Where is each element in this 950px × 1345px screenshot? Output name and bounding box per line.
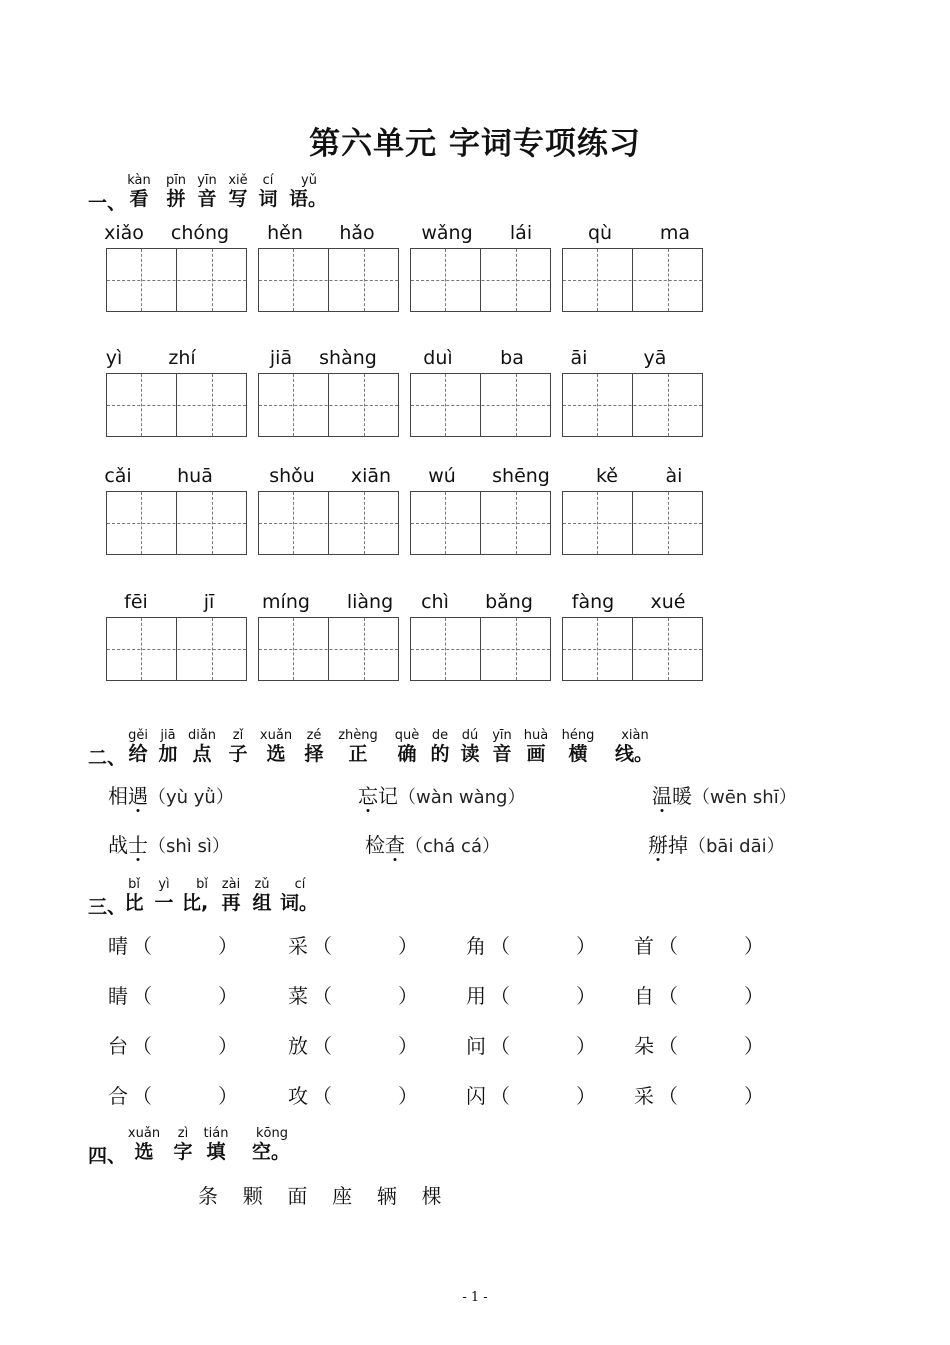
heading-hanzi: 择: [304, 743, 324, 765]
heading-pinyin: de: [431, 728, 449, 743]
answer-paren-close[interactable]: ）: [744, 984, 764, 1008]
heading-pinyin: huà: [523, 728, 549, 743]
grid-dash-h: [107, 649, 246, 650]
grid-dash-v: [516, 374, 517, 436]
heading-pinyin: héng: [561, 728, 595, 743]
tianzige-box[interactable]: [410, 491, 551, 555]
pinyin-label: jī: [203, 591, 215, 613]
heading-char: [605, 729, 665, 765]
answer-paren-close[interactable]: ）: [576, 934, 596, 958]
heading-pinyin: diǎn: [187, 728, 217, 743]
answer-paren-open[interactable]: （: [490, 934, 510, 958]
grid-dash-h: [259, 280, 398, 281]
heading-hanzi: 填: [206, 1141, 226, 1163]
grid-dash-h: [107, 280, 246, 281]
answer-paren-open[interactable]: （: [658, 1034, 678, 1058]
heading-pinyin: dú: [461, 728, 479, 743]
tianzige-box[interactable]: [562, 491, 703, 555]
heading-pinyin: xuǎn: [127, 1126, 161, 1141]
pinyin-label: fēi: [124, 591, 148, 613]
heading-hanzi: 线。: [615, 743, 654, 765]
pinyin-label: xiān: [350, 465, 392, 487]
pinyin-label: shǒu: [269, 465, 315, 487]
dotted-char: 掰: [648, 833, 668, 857]
pinyin-label: huā: [177, 465, 213, 487]
section-number: 四、: [88, 1145, 127, 1167]
heading-hanzi: 确: [397, 743, 417, 765]
pinyin-label: yì: [105, 347, 123, 369]
pinyin-label: duì: [423, 347, 453, 369]
dotted-char: 士: [128, 833, 148, 857]
grid-dash-h: [259, 649, 398, 650]
tianzige-box[interactable]: [106, 248, 247, 312]
reading-options[interactable]: （yù yǜ）: [148, 787, 234, 808]
grid-dash-v: [597, 374, 598, 436]
reading-options[interactable]: （shì sì）: [148, 836, 230, 857]
tianzige-box[interactable]: [562, 373, 703, 437]
reading-item: [108, 780, 234, 809]
word-char: 记: [378, 784, 398, 808]
answer-paren-open[interactable]: （: [132, 1034, 152, 1058]
heading-hanzi: 横: [568, 743, 588, 765]
grid-dash-v: [212, 618, 213, 680]
pinyin-label: xué: [650, 591, 686, 613]
grid-dash-v: [364, 249, 365, 311]
pinyin-label: shàng: [319, 347, 377, 369]
heading-pinyin: tián: [203, 1126, 229, 1141]
grid-dash-v: [293, 618, 294, 680]
compare-char: 采: [634, 1084, 654, 1108]
pinyin-label: hǎo: [339, 222, 375, 244]
answer-paren-open[interactable]: （: [312, 1084, 332, 1108]
compare-char: 菜: [288, 984, 308, 1008]
heading-char: [196, 1127, 236, 1163]
word-char: 掉: [668, 833, 688, 857]
grid-dash-h: [107, 523, 246, 524]
answer-paren-close[interactable]: ）: [398, 984, 418, 1008]
grid-dash-v: [668, 618, 669, 680]
answer-paren-open[interactable]: （: [132, 934, 152, 958]
dotted-char: 查: [385, 833, 405, 857]
tianzige-box[interactable]: [410, 248, 551, 312]
grid-dash-v: [293, 492, 294, 554]
heading-pinyin: yì: [158, 877, 170, 892]
heading-hanzi: 读: [460, 743, 480, 765]
dotted-char: 忘: [358, 784, 378, 808]
grid-dash-v: [445, 492, 446, 554]
compare-char: 放: [288, 1034, 308, 1058]
pinyin-label: shēng: [492, 465, 550, 487]
answer-paren-open[interactable]: （: [658, 934, 678, 958]
heading-hanzi: 空。: [252, 1141, 291, 1163]
pinyin-label: fàng: [571, 591, 615, 613]
grid-dash-v: [668, 374, 669, 436]
heading-pinyin: zì: [177, 1126, 189, 1141]
pinyin-label: wú: [428, 465, 456, 487]
tianzige-box[interactable]: [258, 248, 399, 312]
heading-hanzi: 子: [228, 743, 248, 765]
heading-pinyin: bǐ: [196, 877, 208, 892]
heading-pinyin: xuǎn: [259, 728, 293, 743]
reading-options[interactable]: （bāi dāi）: [688, 836, 785, 857]
grid-dash-v: [212, 249, 213, 311]
tianzige-box[interactable]: [258, 491, 399, 555]
heading-hanzi: 语。: [289, 188, 328, 210]
tianzige-box[interactable]: [562, 248, 703, 312]
grid-dash-v: [597, 618, 598, 680]
grid-dash-v: [597, 249, 598, 311]
grid-dash-v: [445, 249, 446, 311]
heading-hanzi: 组: [252, 892, 272, 914]
answer-paren-open[interactable]: （: [312, 984, 332, 1008]
word-char: 检: [365, 833, 385, 857]
pinyin-label: yā: [643, 347, 667, 369]
heading-hanzi: 看: [129, 188, 149, 210]
heading-char: [182, 729, 222, 765]
grid-dash-v: [364, 492, 365, 554]
heading-pinyin: zǐ: [232, 728, 244, 743]
compare-char: 晴: [108, 934, 128, 958]
heading-pinyin: xiě: [228, 173, 248, 188]
grid-dash-v: [668, 249, 669, 311]
heading-pinyin: yīn: [197, 173, 217, 188]
heading-hanzi: 一: [154, 892, 174, 914]
compare-char: 朵: [634, 1034, 654, 1058]
tianzige-box[interactable]: [410, 373, 551, 437]
reading-item: [648, 829, 785, 858]
heading-char: [119, 174, 159, 210]
reading-options[interactable]: （wēn shī）: [692, 787, 797, 808]
compare-char: 采: [288, 934, 308, 958]
heading-char: [256, 729, 296, 765]
tianzige-box[interactable]: [410, 617, 551, 681]
heading-char: [294, 729, 334, 765]
section-number: 三、: [88, 896, 127, 918]
pinyin-label: ba: [500, 347, 524, 369]
answer-paren-open[interactable]: （: [658, 984, 678, 1008]
grid-dash-v: [364, 374, 365, 436]
heading-char: [516, 729, 556, 765]
pinyin-label: jiā: [269, 347, 293, 369]
heading-char: [338, 729, 378, 765]
heading-hanzi: 词: [258, 188, 278, 210]
pinyin-label: chì: [421, 591, 449, 613]
heading-char: [218, 729, 258, 765]
compare-char: 自: [634, 984, 654, 1008]
compare-char: 闪: [466, 1084, 486, 1108]
heading-pinyin: bǐ: [128, 877, 140, 892]
pinyin-label: qù: [587, 222, 613, 244]
reading-options[interactable]: （chá cá）: [405, 836, 500, 857]
heading-pinyin: pīn: [165, 173, 187, 188]
grid-dash-v: [445, 618, 446, 680]
answer-paren-open[interactable]: （: [132, 984, 152, 1008]
section-number: 一、: [88, 192, 127, 214]
answer-paren-close[interactable]: ）: [398, 1034, 418, 1058]
compare-char: 首: [634, 934, 654, 958]
heading-pinyin: yǔ: [301, 173, 317, 188]
grid-dash-h: [411, 523, 550, 524]
grid-dash-h: [411, 649, 550, 650]
heading-pinyin: yīn: [492, 728, 512, 743]
heading-hanzi: 给: [128, 743, 148, 765]
heading-pinyin: jiā: [160, 728, 176, 743]
answer-paren-close[interactable]: ）: [576, 1084, 596, 1108]
heading-pinyin: gěi: [128, 728, 148, 743]
answer-paren-close[interactable]: ）: [576, 1034, 596, 1058]
answer-paren-close[interactable]: ）: [218, 934, 238, 958]
pinyin-label: liàng: [346, 591, 394, 613]
heading-pinyin: xiàn: [621, 728, 649, 743]
tianzige-box[interactable]: [106, 491, 247, 555]
answer-paren-open[interactable]: （: [490, 1084, 510, 1108]
answer-paren-open[interactable]: （: [490, 1034, 510, 1058]
heading-pinyin: kōng: [256, 1126, 288, 1141]
grid-dash-h: [563, 649, 702, 650]
heading-hanzi: 的: [430, 743, 450, 765]
heading-hanzi: 字: [173, 1141, 193, 1163]
heading-hanzi: 比,: [182, 892, 209, 914]
pinyin-label: zhí: [168, 347, 196, 369]
heading-hanzi: 选: [266, 743, 286, 765]
pinyin-label: wǎng: [421, 222, 473, 244]
heading-hanzi: 词。: [280, 892, 319, 914]
answer-paren-open[interactable]: （: [658, 1084, 678, 1108]
pinyin-label: cǎi: [104, 465, 132, 487]
answer-paren-close[interactable]: ）: [218, 1084, 238, 1108]
grid-dash-v: [516, 618, 517, 680]
grid-dash-v: [141, 249, 142, 311]
page-title: 第六单元 字词专项练习: [309, 126, 641, 162]
pinyin-label: kě: [595, 465, 618, 487]
answer-paren-open[interactable]: （: [132, 1084, 152, 1108]
grid-dash-v: [516, 492, 517, 554]
grid-dash-v: [212, 374, 213, 436]
pinyin-label: xiǎo: [104, 222, 144, 244]
pinyin-label: bǎng: [485, 591, 533, 613]
heading-char: [242, 1127, 302, 1163]
grid-dash-h: [259, 405, 398, 406]
grid-dash-v: [293, 374, 294, 436]
heading-pinyin: cí: [262, 173, 274, 188]
reading-item: [652, 780, 797, 809]
grid-dash-v: [597, 492, 598, 554]
answer-paren-open[interactable]: （: [312, 1034, 332, 1058]
heading-hanzi: 选: [134, 1141, 154, 1163]
word-char: 战: [108, 833, 128, 857]
heading-hanzi: 拼: [166, 188, 186, 210]
answer-paren-close[interactable]: ）: [398, 1084, 418, 1108]
compare-char: 攻: [288, 1084, 308, 1108]
grid-dash-v: [668, 492, 669, 554]
heading-hanzi: 加: [158, 743, 178, 765]
heading-pinyin: zé: [306, 728, 322, 743]
grid-dash-h: [411, 405, 550, 406]
tianzige-box[interactable]: [106, 373, 247, 437]
reading-item: [365, 829, 500, 858]
section-number: 二、: [88, 747, 127, 769]
grid-dash-v: [516, 249, 517, 311]
heading-char: [558, 729, 598, 765]
pinyin-label: āi: [570, 347, 588, 369]
heading-hanzi: 再: [221, 892, 241, 914]
heading-hanzi: 比: [124, 892, 144, 914]
grid-dash-h: [259, 523, 398, 524]
answer-paren-close[interactable]: ）: [744, 1084, 764, 1108]
grid-dash-v: [141, 492, 142, 554]
answer-paren-open[interactable]: （: [312, 934, 332, 958]
word-char: 暖: [672, 784, 692, 808]
fill-word-bank: 条 颗 面 座 辆 棵: [198, 1184, 446, 1208]
grid-dash-h: [563, 405, 702, 406]
dotted-char: 遇: [128, 784, 148, 808]
grid-dash-v: [141, 374, 142, 436]
heading-hanzi: 点: [192, 743, 212, 765]
pinyin-label: ma: [659, 222, 691, 244]
reading-item: [358, 780, 525, 809]
answer-paren-close[interactable]: ）: [218, 1034, 238, 1058]
grid-dash-h: [411, 280, 550, 281]
grid-dash-v: [364, 618, 365, 680]
pinyin-label: hěn: [267, 222, 303, 244]
grid-dash-v: [445, 374, 446, 436]
answer-paren-open[interactable]: （: [490, 984, 510, 1008]
pinyin-label: lái: [509, 222, 533, 244]
answer-paren-close[interactable]: ）: [744, 1034, 764, 1058]
tianzige-box[interactable]: [106, 617, 247, 681]
reading-options[interactable]: （wàn wàng）: [398, 787, 526, 808]
answer-paren-close[interactable]: ）: [744, 934, 764, 958]
heading-char: [279, 174, 339, 210]
heading-char: [270, 878, 330, 914]
heading-hanzi: 画: [526, 743, 546, 765]
answer-paren-close[interactable]: ）: [218, 984, 238, 1008]
reading-item: [108, 829, 230, 858]
pinyin-label: míng: [262, 591, 310, 613]
grid-dash-v: [212, 492, 213, 554]
heading-hanzi: 音: [492, 743, 512, 765]
heading-pinyin: zhèng: [338, 728, 378, 743]
compare-char: 角: [466, 934, 486, 958]
dotted-char: 温: [652, 784, 672, 808]
word-char: 相: [108, 784, 128, 808]
grid-dash-h: [107, 405, 246, 406]
pinyin-label: ài: [665, 465, 683, 487]
heading-hanzi: 音: [197, 188, 217, 210]
grid-dash-h: [563, 523, 702, 524]
heading-pinyin: què: [394, 728, 420, 743]
compare-char: 问: [466, 1034, 486, 1058]
grid-dash-v: [293, 249, 294, 311]
compare-char: 合: [108, 1084, 128, 1108]
tianzige-box[interactable]: [562, 617, 703, 681]
answer-paren-close[interactable]: ）: [398, 934, 418, 958]
heading-hanzi: 写: [228, 188, 248, 210]
compare-char: 台: [108, 1034, 128, 1058]
compare-char: 睛: [108, 984, 128, 1008]
heading-pinyin: kàn: [127, 173, 151, 188]
answer-paren-close[interactable]: ）: [576, 984, 596, 1008]
pinyin-label: chóng: [170, 222, 230, 244]
tianzige-box[interactable]: [258, 617, 399, 681]
grid-dash-h: [563, 280, 702, 281]
grid-dash-v: [141, 618, 142, 680]
heading-char: [124, 1127, 164, 1163]
heading-hanzi: 正: [348, 743, 368, 765]
heading-pinyin: cí: [294, 877, 306, 892]
heading-pinyin: zǔ: [254, 877, 270, 892]
tianzige-box[interactable]: [258, 373, 399, 437]
compare-char: 用: [466, 984, 486, 1008]
page-number: - 1 -: [462, 1290, 488, 1305]
heading-pinyin: zài: [221, 877, 241, 892]
